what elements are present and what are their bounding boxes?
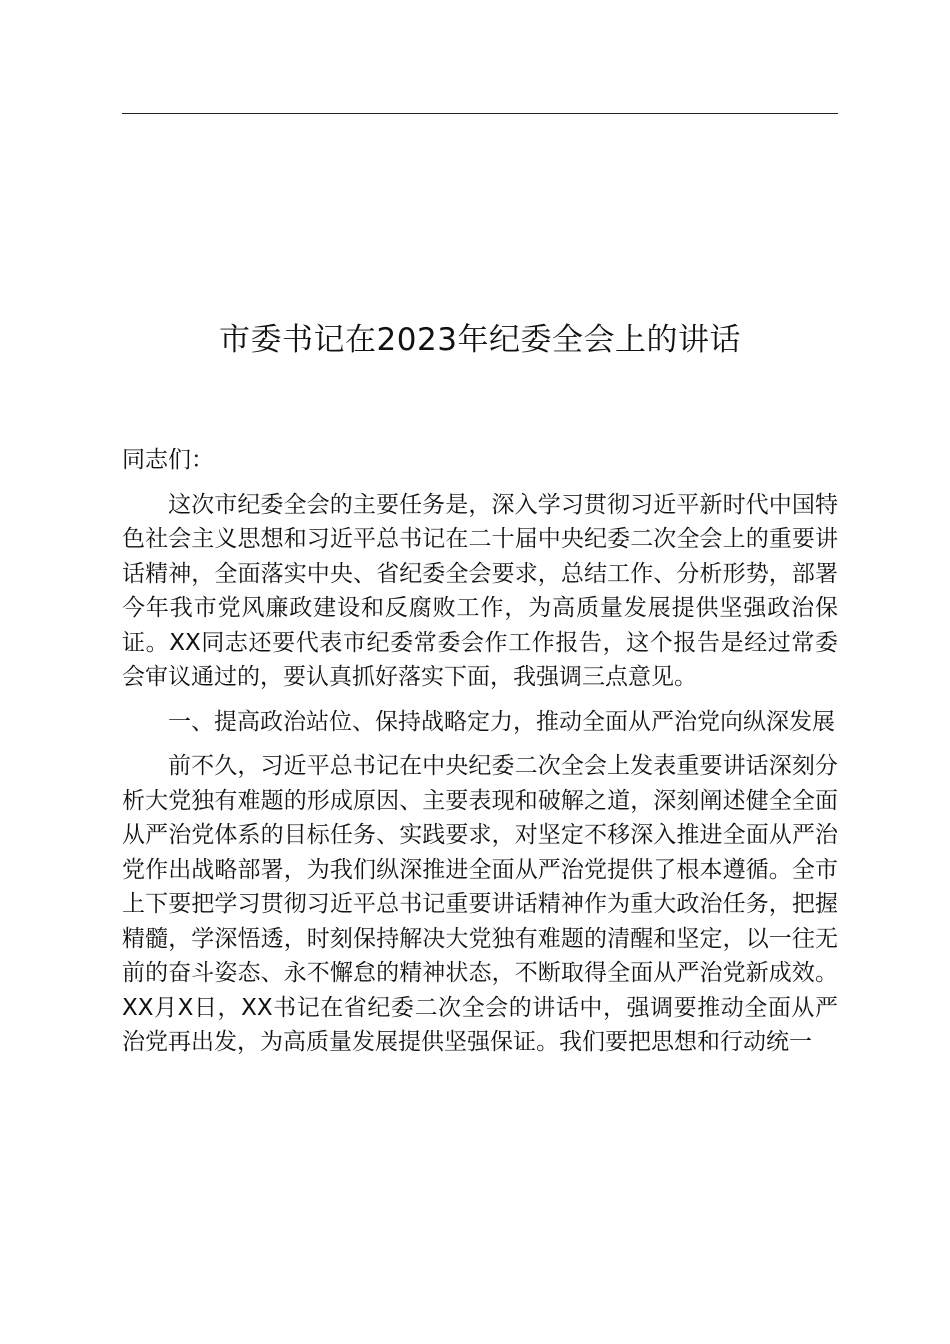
header-rule xyxy=(122,113,838,114)
salutation: 同志们： xyxy=(122,447,214,473)
document-body xyxy=(122,443,838,1070)
section-paragraph: 前不久，习近平总书记在中央纪委二次全会上发表重要讲话深刻分析大党独有难题的形成原因、主要表现和破解之道，深刻阐述健全全面从严治党体系的目标任务、实践要求，对坚定不移深入推进全面从严治党作出战略部署，为我们纵深推进全面从严治党提供了根本遵循。全市上下要把学习贯彻习近平总书记重要讲话精神作为重大政治任务，把握精髓，学深悟透，时刻保持解决大党独有难题的清醒和坚定，以一往无前的奋斗姿态、永不懈怠的精神状态，不断取得全面从严治党新成效。XX月X日，XX书记在省纪委二次全会的讲话中，强调要推动全面从严治党再出发，为高质量发展提供坚强保证。我们要把思想和行动统一 xyxy=(122,753,838,1055)
document-title: 市委书记在2023年纪委全会上的讲话 xyxy=(219,322,741,358)
section-heading: 一、提高政治站位、保持战略定力，推动全面从严治党向纵深发展 xyxy=(168,708,835,735)
intro-paragraph: 这次市纪委全会的主要任务是，深入学习贯彻习近平新时代中国特色社会主义思想和习近平总书记在二十届中央纪委二次全会上的重要讲话精神，全面落实中央、省纪委全会要求，总结工作、分析形势，部署今年我市党风廉政建设和反腐败工作，为高质量发展提供坚强政治保证。XX同志还要代表市纪委常委会作工作报告，这个报告是经过常委会审议通过的，要认真抓好落实下面，我强调三点意见。 xyxy=(122,491,838,690)
